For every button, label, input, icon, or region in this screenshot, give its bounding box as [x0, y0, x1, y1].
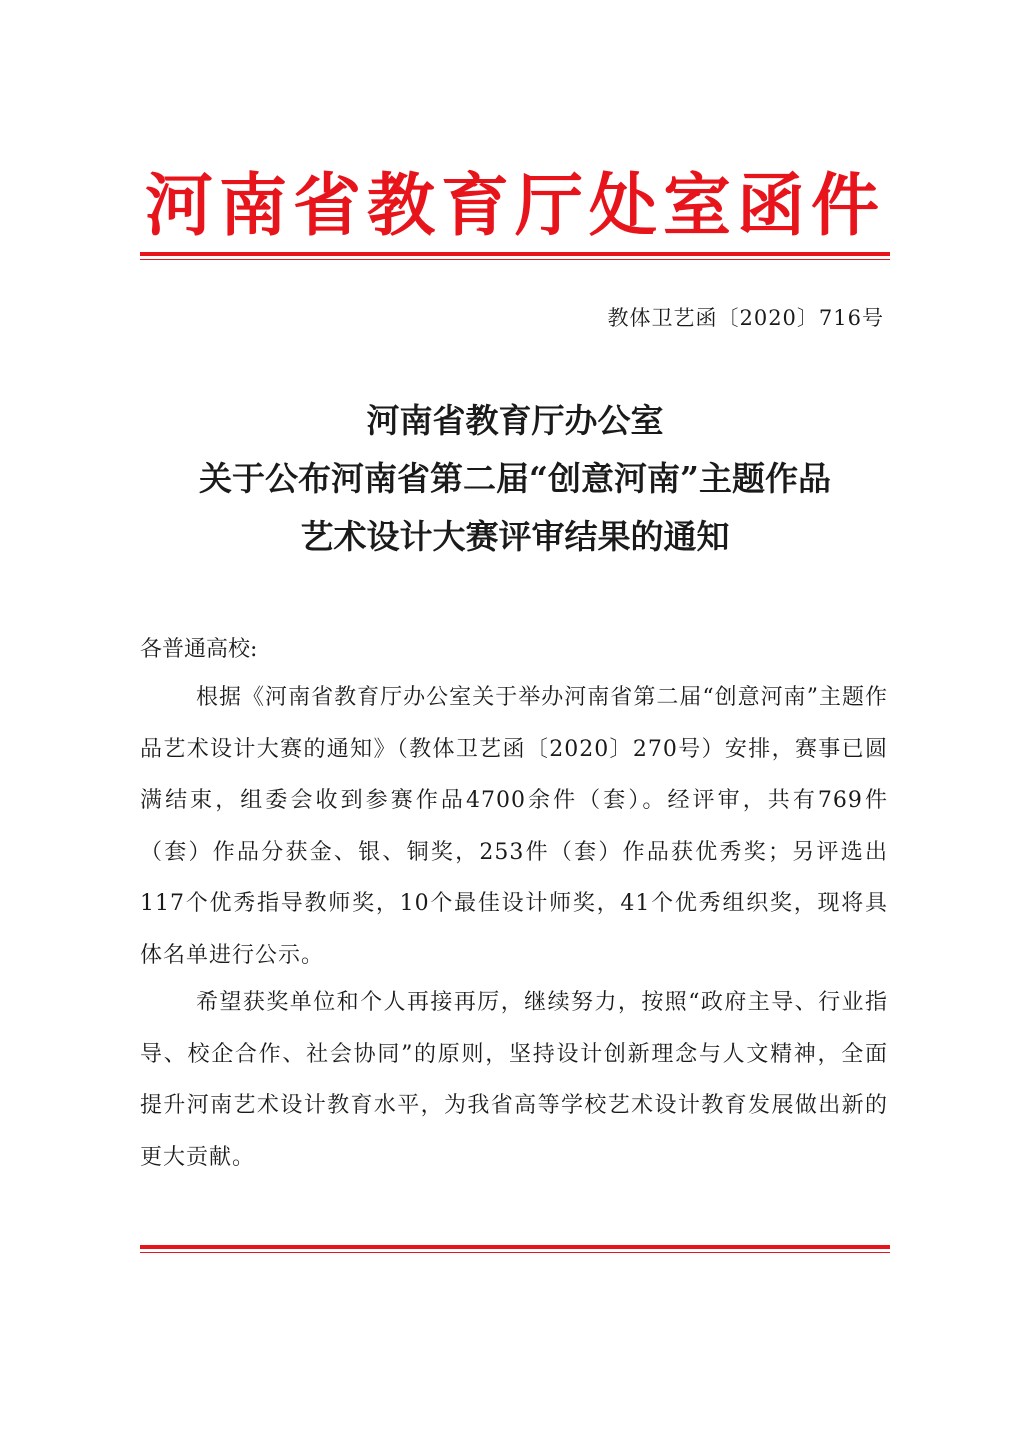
red-rule-thin	[140, 259, 890, 260]
red-rule-thick	[140, 1245, 890, 1249]
red-rule-thick	[140, 252, 890, 256]
red-rule-thin	[140, 1252, 890, 1253]
title-line-3: 艺术设计大赛评审结果的通知	[300, 517, 730, 556]
footer-red-rule	[140, 1245, 890, 1253]
title-line-2: 关于公布河南省第二届“创意河南”主题作品	[199, 459, 831, 498]
title-line-1: 河南省教育厅办公室	[366, 401, 664, 440]
salutation: 各普通高校:	[140, 637, 258, 662]
document-title	[140, 392, 890, 566]
masthead-title: 河南省教育厅处室函件	[144, 166, 885, 246]
body-paragraph-1: 根据《河南省教育厅办公室关于举办河南省第二届“创意河南”主题作品艺术设计大赛的通知》（教体卫艺函〔2020〕270号）安排，赛事已圆满结束，组委会收到参赛作品4700余件（套）。经评审，共有769件（套）作品分获金、银、铜奖，253件（套）作品获优秀奖；另评选出117个优秀指导教师奖，10个最佳设计师奖，41个优秀组织奖，现将具体名单进行公示。	[140, 685, 888, 968]
document-number: 教体卫艺函〔2020〕716号	[607, 306, 884, 330]
body-paragraph-2: 希望获奖单位和个人再接再厉，继续努力，按照“政府主导、行业指导、校企合作、社会协同”的原则，坚持设计创新理念与人文精神，全面提升河南艺术设计教育水平，为我省高等学校艺术设计教育发展做出新的更大贡献。	[140, 990, 888, 1170]
masthead-red-rule	[140, 252, 890, 260]
